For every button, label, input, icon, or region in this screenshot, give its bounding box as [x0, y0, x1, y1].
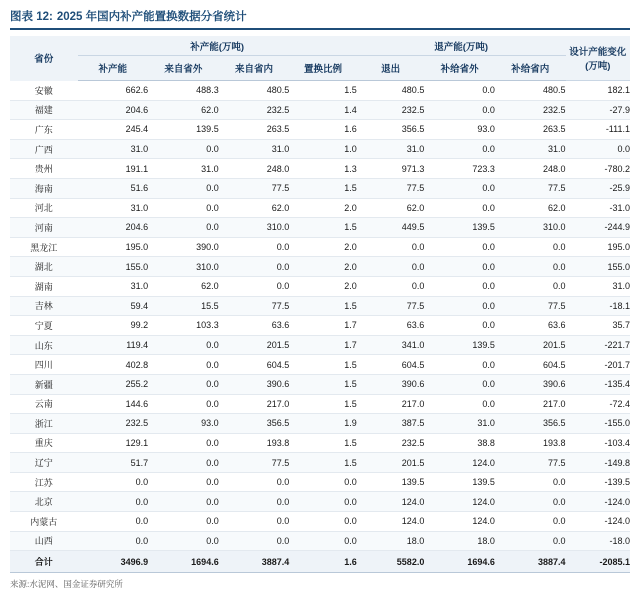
- cell-value: 390.0: [148, 237, 219, 257]
- cell-value: 139.5: [424, 472, 495, 492]
- cell-value: -124.0: [566, 512, 630, 532]
- cell-value: 1.5: [289, 178, 357, 198]
- figure-title-text: 2025 年国内补产能置换数据分省统计: [56, 11, 247, 23]
- cell-value: 195.0: [566, 237, 630, 257]
- cell-value: 93.0: [424, 120, 495, 140]
- cell-value: 0.0: [148, 512, 219, 532]
- cell-province: 广东: [10, 120, 78, 140]
- table-total-row: [10, 551, 630, 573]
- table-body: [10, 81, 630, 573]
- cell-value: -111.1: [566, 120, 630, 140]
- cell-value: 2.0: [289, 276, 357, 296]
- cell-value: 604.5: [357, 355, 425, 375]
- capacity-swap-table: [10, 36, 630, 573]
- cell-value: 0.0: [289, 492, 357, 512]
- cell-value: 124.0: [424, 453, 495, 473]
- cell-value: 63.6: [357, 316, 425, 336]
- cell-value: 0.0: [148, 492, 219, 512]
- cell-value: 31.0: [357, 139, 425, 159]
- cell-value: 0.0: [495, 276, 566, 296]
- cell-value: 155.0: [566, 257, 630, 277]
- cell-value: 144.6: [78, 394, 149, 414]
- cell-value: 63.6: [219, 316, 290, 336]
- cell-value: 0.0: [424, 178, 495, 198]
- cell-value: 193.8: [495, 433, 566, 453]
- cell-value: 0.0: [289, 472, 357, 492]
- table-row: [10, 100, 630, 120]
- cell-value: 310.0: [495, 218, 566, 238]
- table-row: [10, 316, 630, 336]
- cell-value: 0.0: [566, 139, 630, 159]
- cell-value: 0.0: [148, 335, 219, 355]
- cell-province: 宁夏: [10, 316, 78, 336]
- column-header-from-outside-province: 来自省外: [148, 56, 219, 81]
- cell-value: 217.0: [219, 394, 290, 414]
- cell-value: 0.0: [148, 198, 219, 218]
- source-note: 来源:水泥网、国金证券研究所: [10, 579, 123, 590]
- cell-value: 480.5: [219, 81, 290, 101]
- cell-value: 387.5: [357, 414, 425, 434]
- cell-value: 2.0: [289, 237, 357, 257]
- column-header-province: 省份: [10, 36, 78, 81]
- cell-value: 35.7: [566, 316, 630, 336]
- cell-value: 1.5: [289, 355, 357, 375]
- cell-province: 贵州: [10, 159, 78, 179]
- group-header-add-capacity: 补产能(万吨): [78, 36, 357, 56]
- cell-value: 480.5: [495, 81, 566, 101]
- cell-value: 1.5: [289, 433, 357, 453]
- cell-province: 山西: [10, 531, 78, 551]
- cell-value: 0.0: [495, 257, 566, 277]
- table-header: [10, 36, 630, 81]
- cell-value: 341.0: [357, 335, 425, 355]
- cell-value: 248.0: [495, 159, 566, 179]
- cell-value: 62.0: [219, 198, 290, 218]
- cell-value: -25.9: [566, 178, 630, 198]
- cell-value: 3887.4: [495, 551, 566, 573]
- cell-value: 63.6: [495, 316, 566, 336]
- cell-value: 204.6: [78, 100, 149, 120]
- cell-value: 232.5: [495, 100, 566, 120]
- cell-value: 356.5: [219, 414, 290, 434]
- cell-value: 195.0: [78, 237, 149, 257]
- cell-province: 湖南: [10, 276, 78, 296]
- cell-value: 0.0: [219, 492, 290, 512]
- cell-value: 18.0: [357, 531, 425, 551]
- cell-value: 93.0: [148, 414, 219, 434]
- cell-value: 77.5: [219, 453, 290, 473]
- cell-value: 77.5: [495, 296, 566, 316]
- cell-value: 1.5: [289, 394, 357, 414]
- cell-province: 广西: [10, 139, 78, 159]
- cell-value: -27.9: [566, 100, 630, 120]
- cell-province: 北京: [10, 492, 78, 512]
- cell-value: 0.0: [357, 257, 425, 277]
- table-sub-header-row: [10, 56, 630, 81]
- cell-value: 2.0: [289, 257, 357, 277]
- cell-value: 5582.0: [357, 551, 425, 573]
- cell-province: 江苏: [10, 472, 78, 492]
- cell-value: 217.0: [495, 394, 566, 414]
- cell-value: 77.5: [219, 178, 290, 198]
- cell-value: 390.6: [357, 374, 425, 394]
- cell-value: 201.5: [219, 335, 290, 355]
- cell-value: 0.0: [148, 472, 219, 492]
- cell-value: 1.5: [289, 296, 357, 316]
- table-row: [10, 81, 630, 101]
- cell-value: 662.6: [78, 81, 149, 101]
- cell-value: 1.0: [289, 139, 357, 159]
- table-row: [10, 159, 630, 179]
- column-header-supply-inside-province: 补给省内: [495, 56, 566, 81]
- cell-province: 湖北: [10, 257, 78, 277]
- table-row: [10, 414, 630, 434]
- cell-province: 山东: [10, 335, 78, 355]
- cell-value: 1.7: [289, 316, 357, 336]
- cell-value: 356.5: [357, 120, 425, 140]
- table-row: [10, 257, 630, 277]
- cell-value: -2085.1: [566, 551, 630, 573]
- group-header-retire-capacity: 退产能(万吨): [357, 36, 566, 56]
- cell-value: 51.6: [78, 178, 149, 198]
- cell-value: 263.5: [219, 120, 290, 140]
- cell-value: 0.0: [78, 472, 149, 492]
- cell-value: 204.6: [78, 218, 149, 238]
- cell-value: 1.5: [289, 81, 357, 101]
- cell-value: 0.0: [424, 316, 495, 336]
- cell-value: 390.6: [495, 374, 566, 394]
- cell-value: 0.0: [289, 512, 357, 532]
- cell-value: 119.4: [78, 335, 149, 355]
- cell-value: -149.8: [566, 453, 630, 473]
- cell-value: 124.0: [357, 512, 425, 532]
- cell-value: 2.0: [289, 198, 357, 218]
- table-row: [10, 120, 630, 140]
- figure-title: [10, 8, 630, 30]
- cell-value: -155.0: [566, 414, 630, 434]
- cell-value: 0.0: [495, 472, 566, 492]
- cell-value: 0.0: [424, 81, 495, 101]
- cell-value: -201.7: [566, 355, 630, 375]
- table-row: [10, 394, 630, 414]
- cell-value: 62.0: [357, 198, 425, 218]
- cell-value: 62.0: [148, 276, 219, 296]
- cell-value: 62.0: [495, 198, 566, 218]
- cell-value: 390.6: [219, 374, 290, 394]
- table-row: [10, 335, 630, 355]
- cell-value: 0.0: [148, 374, 219, 394]
- cell-value: 604.5: [495, 355, 566, 375]
- table-row: [10, 374, 630, 394]
- cell-value: 310.0: [148, 257, 219, 277]
- cell-value: 62.0: [148, 100, 219, 120]
- cell-value: -135.4: [566, 374, 630, 394]
- cell-value: 3496.9: [78, 551, 149, 573]
- cell-value: 356.5: [495, 414, 566, 434]
- cell-value: 0.0: [357, 237, 425, 257]
- table-row: [10, 472, 630, 492]
- table-row: [10, 237, 630, 257]
- cell-value: 31.0: [424, 414, 495, 434]
- cell-province: 黑龙江: [10, 237, 78, 257]
- cell-value: 1.5: [289, 453, 357, 473]
- cell-value: 0.0: [148, 433, 219, 453]
- cell-value: 31.0: [495, 139, 566, 159]
- cell-value: 31.0: [78, 276, 149, 296]
- cell-value: 0.0: [219, 512, 290, 532]
- cell-value: 1694.6: [148, 551, 219, 573]
- cell-value: 0.0: [357, 276, 425, 296]
- cell-value: -124.0: [566, 492, 630, 512]
- cell-province: 合计: [10, 551, 78, 573]
- cell-value: 155.0: [78, 257, 149, 277]
- cell-value: 0.0: [424, 394, 495, 414]
- cell-value: 310.0: [219, 218, 290, 238]
- cell-value: 99.2: [78, 316, 149, 336]
- cell-province: 云南: [10, 394, 78, 414]
- cell-value: 232.5: [357, 433, 425, 453]
- cell-value: 51.7: [78, 453, 149, 473]
- cell-value: 77.5: [357, 296, 425, 316]
- cell-value: 0.0: [495, 531, 566, 551]
- cell-value: 0.0: [219, 531, 290, 551]
- cell-value: 139.5: [357, 472, 425, 492]
- table-row: [10, 198, 630, 218]
- cell-value: 971.3: [357, 159, 425, 179]
- table-row: [10, 296, 630, 316]
- cell-value: 723.3: [424, 159, 495, 179]
- cell-value: 77.5: [219, 296, 290, 316]
- cell-value: 201.5: [357, 453, 425, 473]
- cell-value: 124.0: [424, 492, 495, 512]
- cell-value: 103.3: [148, 316, 219, 336]
- cell-value: -72.4: [566, 394, 630, 414]
- cell-province: 安徽: [10, 81, 78, 101]
- cell-value: 59.4: [78, 296, 149, 316]
- cell-value: 232.5: [357, 100, 425, 120]
- cell-value: 255.2: [78, 374, 149, 394]
- cell-value: 129.1: [78, 433, 149, 453]
- cell-value: 0.0: [148, 178, 219, 198]
- cell-value: 124.0: [357, 492, 425, 512]
- cell-value: -18.1: [566, 296, 630, 316]
- table-row: [10, 218, 630, 238]
- cell-value: 191.1: [78, 159, 149, 179]
- cell-value: 1.5: [289, 218, 357, 238]
- cell-value: 1.5: [289, 374, 357, 394]
- cell-value: 1.4: [289, 100, 357, 120]
- cell-value: 182.1: [566, 81, 630, 101]
- cell-value: 139.5: [424, 218, 495, 238]
- cell-value: 77.5: [495, 453, 566, 473]
- cell-value: 0.0: [219, 257, 290, 277]
- table-row: [10, 178, 630, 198]
- cell-value: 0.0: [424, 257, 495, 277]
- cell-value: 1.9: [289, 414, 357, 434]
- cell-value: 217.0: [357, 394, 425, 414]
- cell-value: 0.0: [78, 492, 149, 512]
- cell-value: -244.9: [566, 218, 630, 238]
- cell-value: -221.7: [566, 335, 630, 355]
- cell-value: 449.5: [357, 218, 425, 238]
- cell-value: 245.4: [78, 120, 149, 140]
- cell-value: -103.4: [566, 433, 630, 453]
- column-header-from-inside-province: 来自省内: [219, 56, 290, 81]
- cell-province: 四川: [10, 355, 78, 375]
- cell-value: 0.0: [424, 139, 495, 159]
- cell-value: 1.7: [289, 335, 357, 355]
- cell-province: 河北: [10, 198, 78, 218]
- column-header-swap-ratio: 置换比例: [289, 56, 357, 81]
- cell-value: 0.0: [424, 355, 495, 375]
- cell-value: -31.0: [566, 198, 630, 218]
- cell-value: -780.2: [566, 159, 630, 179]
- figure-number-label: 图表 12:: [10, 11, 53, 23]
- cell-value: 15.5: [148, 296, 219, 316]
- cell-value: 488.3: [148, 81, 219, 101]
- cell-value: 232.5: [78, 414, 149, 434]
- table-group-header-row: [10, 36, 630, 56]
- cell-value: 0.0: [289, 531, 357, 551]
- cell-value: 1.6: [289, 551, 357, 573]
- cell-value: 1.3: [289, 159, 357, 179]
- cell-value: 263.5: [495, 120, 566, 140]
- table-row: [10, 276, 630, 296]
- cell-value: 0.0: [424, 374, 495, 394]
- cell-value: 0.0: [148, 355, 219, 375]
- cell-value: 0.0: [219, 276, 290, 296]
- cell-value: 0.0: [495, 237, 566, 257]
- cell-value: 38.8: [424, 433, 495, 453]
- column-header-add-total: 补产能: [78, 56, 149, 81]
- cell-value: 0.0: [148, 139, 219, 159]
- cell-value: 0.0: [424, 198, 495, 218]
- cell-province: 吉林: [10, 296, 78, 316]
- table-row: [10, 512, 630, 532]
- cell-province: 海南: [10, 178, 78, 198]
- cell-province: 新疆: [10, 374, 78, 394]
- cell-value: 31.0: [78, 198, 149, 218]
- cell-value: 31.0: [219, 139, 290, 159]
- cell-value: 77.5: [357, 178, 425, 198]
- cell-value: 3887.4: [219, 551, 290, 573]
- cell-province: 重庆: [10, 433, 78, 453]
- table-row: [10, 453, 630, 473]
- column-header-design-capacity-change: 设计产能变化(万吨): [566, 36, 630, 81]
- cell-province: 福建: [10, 100, 78, 120]
- cell-value: 1694.6: [424, 551, 495, 573]
- cell-value: 18.0: [424, 531, 495, 551]
- cell-value: 0.0: [148, 531, 219, 551]
- cell-value: 31.0: [78, 139, 149, 159]
- table-row: [10, 355, 630, 375]
- cell-value: 31.0: [148, 159, 219, 179]
- table-row: [10, 139, 630, 159]
- cell-value: 0.0: [424, 296, 495, 316]
- column-header-retire-total: 退出: [357, 56, 425, 81]
- cell-value: 0.0: [495, 512, 566, 532]
- cell-value: 0.0: [148, 218, 219, 238]
- table-row: [10, 433, 630, 453]
- cell-value: 0.0: [219, 237, 290, 257]
- cell-province: 辽宁: [10, 453, 78, 473]
- table-row: [10, 492, 630, 512]
- cell-value: 139.5: [424, 335, 495, 355]
- cell-province: 内蒙古: [10, 512, 78, 532]
- cell-value: 0.0: [78, 512, 149, 532]
- cell-value: 232.5: [219, 100, 290, 120]
- cell-value: 1.6: [289, 120, 357, 140]
- cell-province: 浙江: [10, 414, 78, 434]
- cell-value: -139.5: [566, 472, 630, 492]
- cell-province: 河南: [10, 218, 78, 238]
- cell-value: 31.0: [566, 276, 630, 296]
- cell-value: 0.0: [78, 531, 149, 551]
- cell-value: 139.5: [148, 120, 219, 140]
- column-header-supply-outside-province: 补给省外: [424, 56, 495, 81]
- cell-value: 193.8: [219, 433, 290, 453]
- cell-value: 201.5: [495, 335, 566, 355]
- cell-value: 0.0: [219, 472, 290, 492]
- cell-value: 0.0: [148, 394, 219, 414]
- cell-value: 0.0: [424, 100, 495, 120]
- cell-value: 77.5: [495, 178, 566, 198]
- cell-value: 248.0: [219, 159, 290, 179]
- cell-value: 604.5: [219, 355, 290, 375]
- cell-value: -18.0: [566, 531, 630, 551]
- cell-value: 0.0: [495, 492, 566, 512]
- cell-value: 480.5: [357, 81, 425, 101]
- cell-value: 0.0: [424, 237, 495, 257]
- cell-value: 0.0: [424, 276, 495, 296]
- cell-value: 0.0: [148, 453, 219, 473]
- cell-value: 402.8: [78, 355, 149, 375]
- cell-value: 124.0: [424, 512, 495, 532]
- table-row: [10, 531, 630, 551]
